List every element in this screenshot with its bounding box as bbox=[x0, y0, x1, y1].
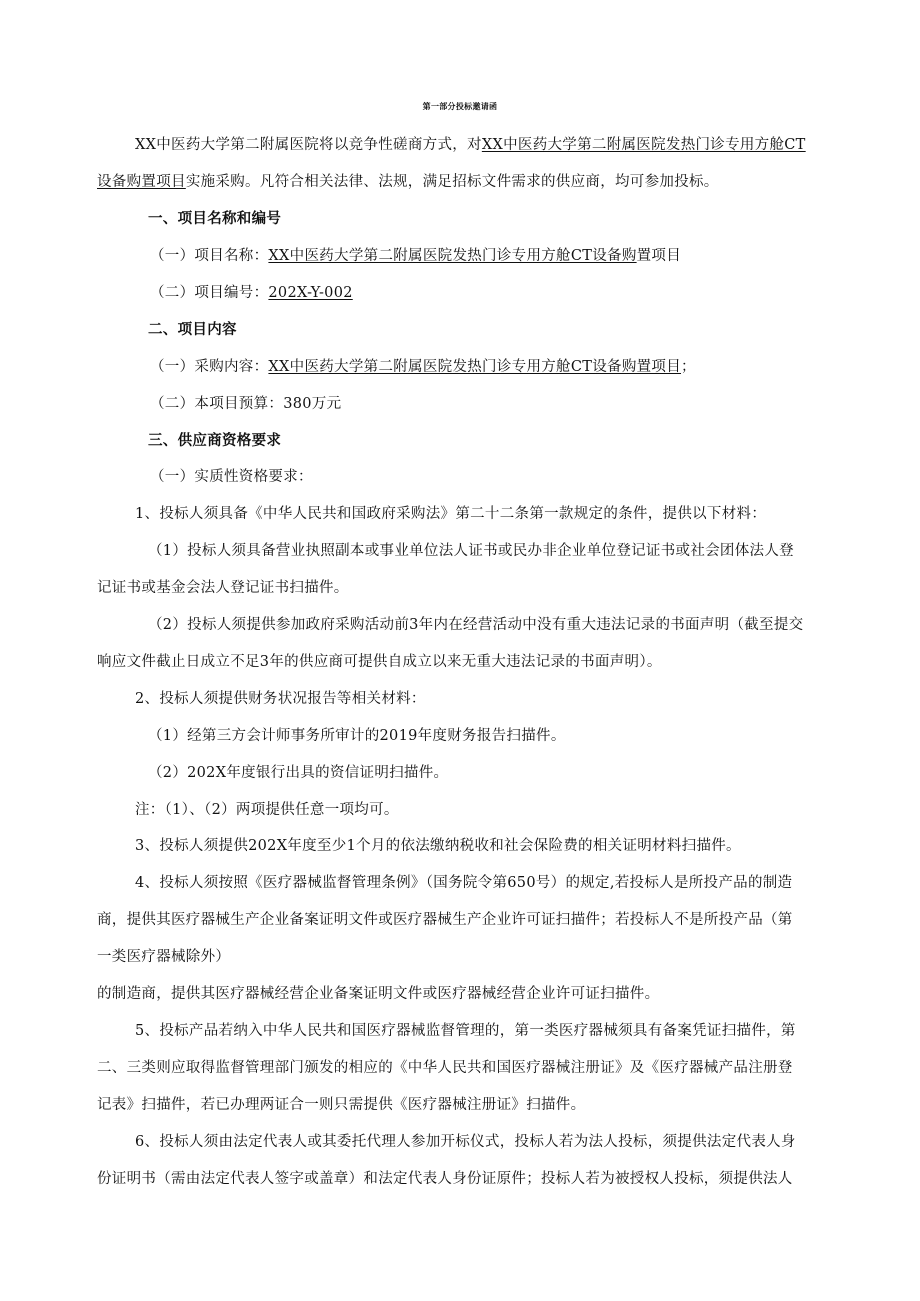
page-title: 第一部分投标邀请函 bbox=[422, 102, 498, 111]
procurement-content-value: XX中医药大学第二附属医院发热门诊专用方舱CT设备购置项目 bbox=[268, 359, 682, 375]
requirement-2: 2、投标人须提供财务状况报告等相关材料： bbox=[135, 691, 426, 707]
section-2-heading: 二、项目内容 bbox=[148, 322, 237, 338]
requirement-4-line-2: 商，提供其医疗器械生产企业备案证明文件或医疗器械生产企业许可证扫描件；若投标人不是所投产品（第 bbox=[97, 912, 793, 928]
requirement-1-2-line-1: （2）投标人须提供参加政府采购活动前3年内在经营活动中没有重大违法记录的书面声明（截至提交 bbox=[148, 617, 804, 633]
intro-line-1 bbox=[135, 135, 806, 155]
requirement-5-line-1: 5、投标产品若纳入中华人民共和国医疗器械监督管理的，第一类医疗器械须具有备案凭证扫描件，第 bbox=[135, 1023, 796, 1039]
requirement-5-line-2: 二、三类则应取得监督管理部门颁发的相应的《中华人民共和国医疗器械注册证》及《医疗器械产品注册登 bbox=[97, 1060, 793, 1076]
section-1-heading: 一、项目名称和编号 bbox=[148, 211, 282, 227]
requirement-4-line-3: 一类医疗器械除外） bbox=[97, 949, 231, 965]
requirement-6-line-2: 份证明书（需由法定代表人签字或盖章）和法定代表人身份证原件；投标人若为被授权人投标，须提供法人 bbox=[97, 1171, 793, 1187]
substantive-requirements-heading: （一）实质性资格要求： bbox=[150, 469, 313, 485]
project-name-value: XX中医药大学第二附属医院发热门诊专用方舱CT设备购 bbox=[268, 248, 637, 264]
requirement-4-line-1: 4、投标人须按照《医疗器械监督管理条例》（国务院令第650号）的规定,若投标人是所投产品的制造 bbox=[135, 875, 793, 891]
project-code-label: （二）项目编号： bbox=[150, 285, 269, 301]
requirement-5-line-3: 记表》扫描件，若已办理两证合一则只需提供《医疗器械注册证》扫描件。 bbox=[97, 1097, 586, 1113]
procurement-content-row bbox=[150, 357, 696, 377]
intro-text-tail: 实施采购。凡符合相关法律、法规，满足招标文件需求的供应商，均可参加投标。 bbox=[185, 174, 719, 190]
intro-text: XX中医药大学第二附属医院将以竞争性磋商方式，对 bbox=[135, 137, 482, 153]
intro-line-2 bbox=[97, 172, 719, 192]
requirement-1: 1、投标人须具备《中华人民共和国政府采购法》第二十二条第一款规定的条件，提供以下材料： bbox=[135, 506, 767, 522]
requirement-2-2: （2）202X年度银行出具的资信证明扫描件。 bbox=[148, 765, 449, 781]
requirement-4-line-4: 的制造商，提供其医疗器械经营企业备案证明文件或医疗器械经营企业许可证扫描件。 bbox=[97, 986, 660, 1002]
requirement-3: 3、投标人须提供202X年度至少1个月的依法缴纳税收和社会保险费的相关证明材料扫描件。 bbox=[135, 838, 741, 854]
requirement-2-1: （1）经第三方会计师事务所审计的2019年度财务报告扫描件。 bbox=[148, 728, 566, 744]
project-name-label: （一）项目名称： bbox=[150, 248, 269, 264]
project-code-row bbox=[150, 283, 353, 303]
section-3-heading: 三、供应商资格要求 bbox=[148, 433, 282, 449]
project-budget: （二）本项目预算：380万元 bbox=[150, 396, 342, 412]
procurement-content-tail: ； bbox=[681, 359, 696, 375]
procurement-content-label: （一）采购内容： bbox=[150, 359, 269, 375]
project-name-underlined-tail: 设备购置项目 bbox=[97, 174, 186, 190]
project-name-underlined: XX中医药大学第二附属医院发热门诊专用方舱CT bbox=[481, 137, 806, 153]
requirement-1-1-line-1: （1）投标人须具备营业执照副本或事业单位法人证书或民办非企业单位登记证书或社会团体法人登 bbox=[148, 543, 794, 559]
project-name-row bbox=[150, 246, 681, 266]
project-code-value: 202X-Y-002 bbox=[268, 285, 353, 301]
requirement-2-note: 注：（1）、（2）两项提供任意一项均可。 bbox=[135, 802, 399, 818]
project-name-tail: 置项目 bbox=[636, 248, 682, 264]
requirement-6-line-1: 6、投标人须由法定代表人或其委托代理人参加开标仪式，投标人若为法人投标，须提供法定代表人身 bbox=[135, 1134, 796, 1150]
requirement-1-1-line-2: 记证书或基金会法人登记证书扫描件。 bbox=[97, 580, 349, 596]
requirement-1-2-line-2: 响应文件截止日成立不足3年的供应商可提供自成立以来无重大违法记录的书面声明）。 bbox=[97, 654, 662, 670]
